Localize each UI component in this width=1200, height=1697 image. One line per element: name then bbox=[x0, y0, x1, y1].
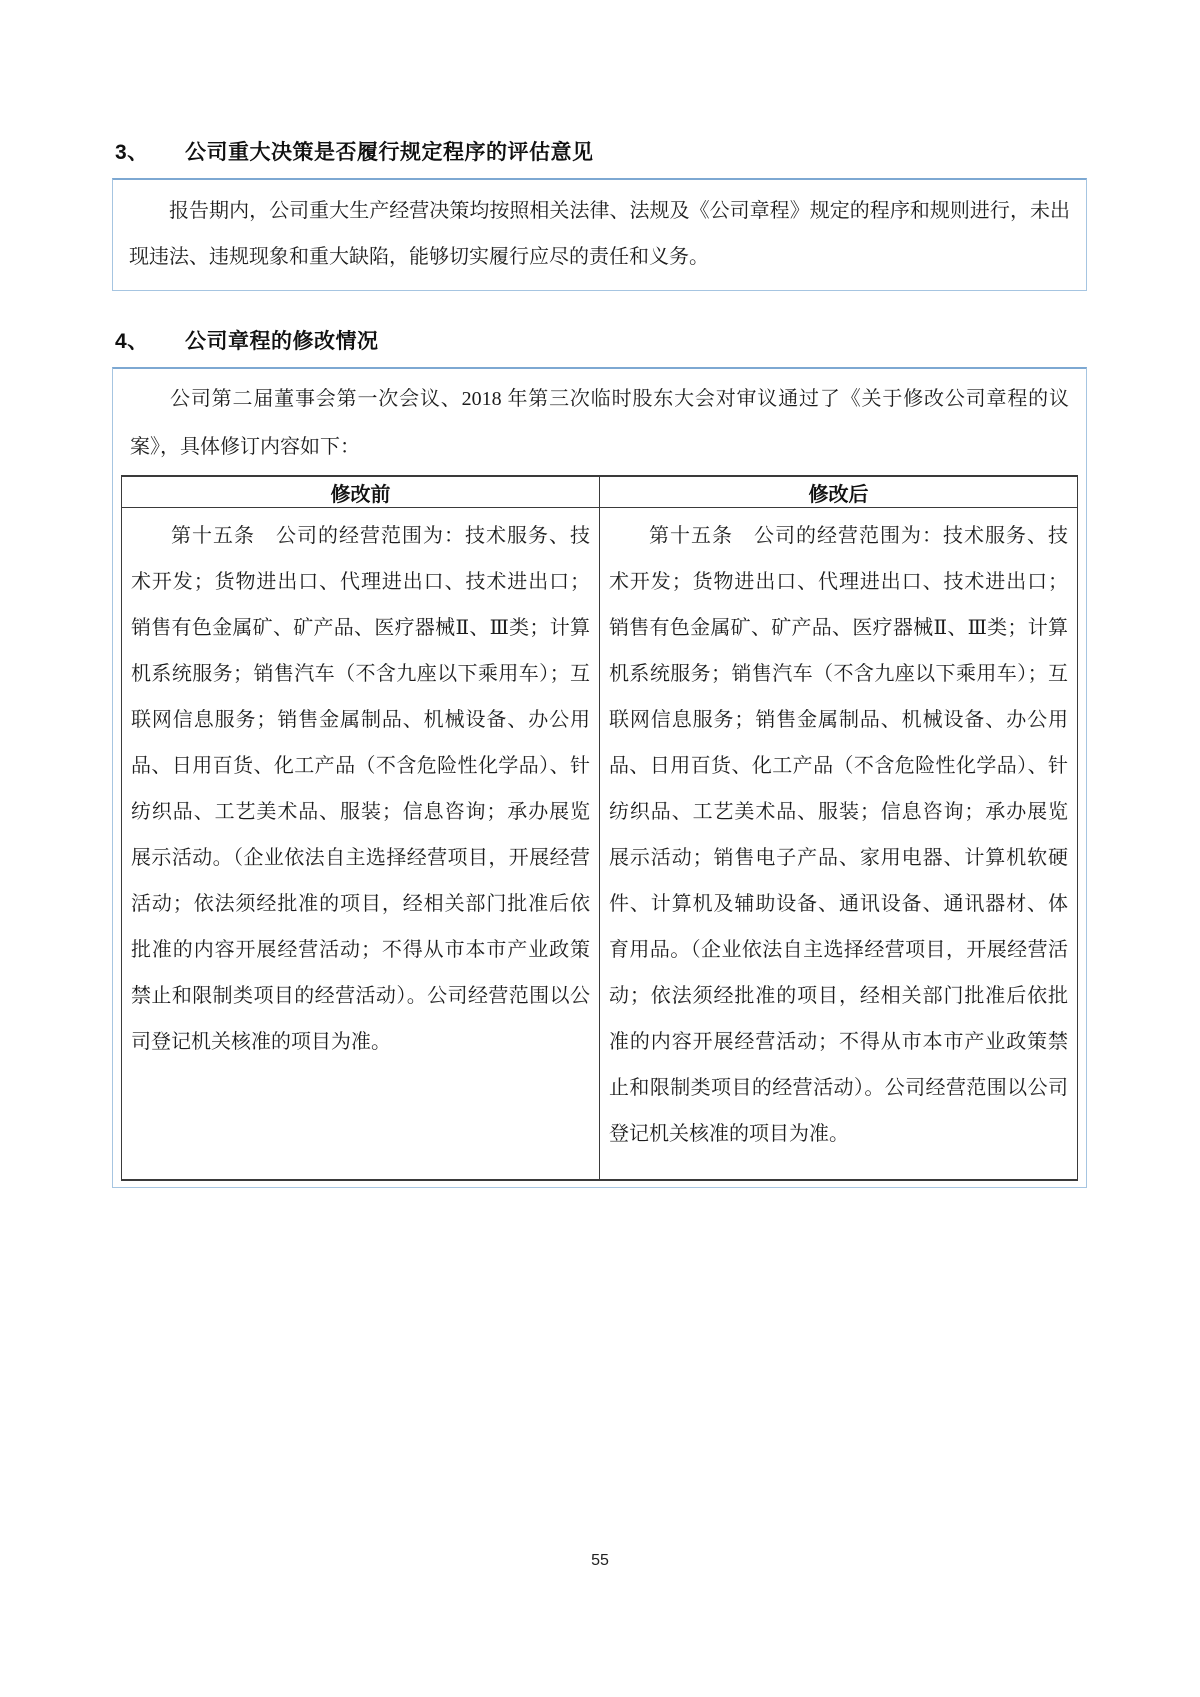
cell-before-amendment bbox=[122, 508, 600, 1181]
cell-after-amendment bbox=[600, 508, 1078, 1181]
charter-amendment-table bbox=[121, 475, 1078, 1181]
table-row bbox=[122, 508, 1078, 1181]
column-header-after: 修改后 bbox=[600, 476, 1078, 508]
section-4-title: 公司章程的修改情况 bbox=[185, 330, 379, 353]
page-number: 55 bbox=[591, 1552, 609, 1569]
section-4-number: 4、 bbox=[115, 330, 149, 353]
section-3-box bbox=[112, 178, 1087, 291]
column-header-before: 修改前 bbox=[122, 476, 600, 508]
section-3-heading bbox=[115, 136, 1087, 166]
section-3-number: 3、 bbox=[115, 141, 149, 164]
before-amendment-text: 第十五条 公司的经营范围为：技术服务、技术开发；货物进出口、代理进出口、技术进出口；销售有色金属矿、矿产品、医疗器械Ⅱ、Ⅲ类；计算机系统服务；销售汽车（不含九座以下乘用车）；互联网信息服务；销售金属制品、机械设备、办公用品、日用百货、化工产品（不含危险性化学品）、针纺织品、工艺美术品、服装；信息咨询；承办展览展示活动。（企业依法自主选择经营项目，开展经营活动；依法须经批准的项目，经相关部门批准后依批准的内容开展经营活动；不得从市本市产业政策禁止和限制类项目的经营活动）。公司经营范围以公司登记机关核准的项目为准。 bbox=[131, 525, 590, 1053]
section-4 bbox=[112, 325, 1087, 1188]
section-4-heading bbox=[115, 325, 1087, 355]
section-3-paragraph: 报告期内，公司重大生产经营决策均按照相关法律、法规及《公司章程》规定的程序和规则进行，未出现违法、违规现象和重大缺陷，能够切实履行应尽的责任和义务。 bbox=[129, 200, 1070, 268]
section-4-intro: 公司第二届董事会第一次会议、2018 年第三次临时股东大会对审议通过了《关于修改公司章程的议案》，具体修订内容如下： bbox=[130, 388, 1069, 458]
section-3-title: 公司重大决策是否履行规定程序的评估意见 bbox=[185, 141, 594, 164]
after-amendment-text: 第十五条 公司的经营范围为：技术服务、技术开发；货物进出口、代理进出口、技术进出口；销售有色金属矿、矿产品、医疗器械Ⅱ、Ⅲ类；计算机系统服务；销售汽车（不含九座以下乘用车）；互联网信息服务；销售金属制品、机械设备、办公用品、日用百货、化工产品（不含危险性化学品）、针纺织品、工艺美术品、服装；信息咨询；承办展览展示活动；销售电子产品、家用电器、计算机软硬件、计算机及辅助设备、通讯设备、通讯器材、体育用品。（企业依法自主选择经营项目，开展经营活动；依法须经批准的项目，经相关部门批准后依批准的内容开展经营活动；不得从市本市产业政策禁止和限制类项目的经营活动）。公司经营范围以公司登记机关核准的项目为准。 bbox=[609, 525, 1068, 1145]
section-3 bbox=[112, 136, 1087, 291]
table-header-row bbox=[122, 476, 1078, 508]
section-4-box bbox=[112, 367, 1087, 1188]
